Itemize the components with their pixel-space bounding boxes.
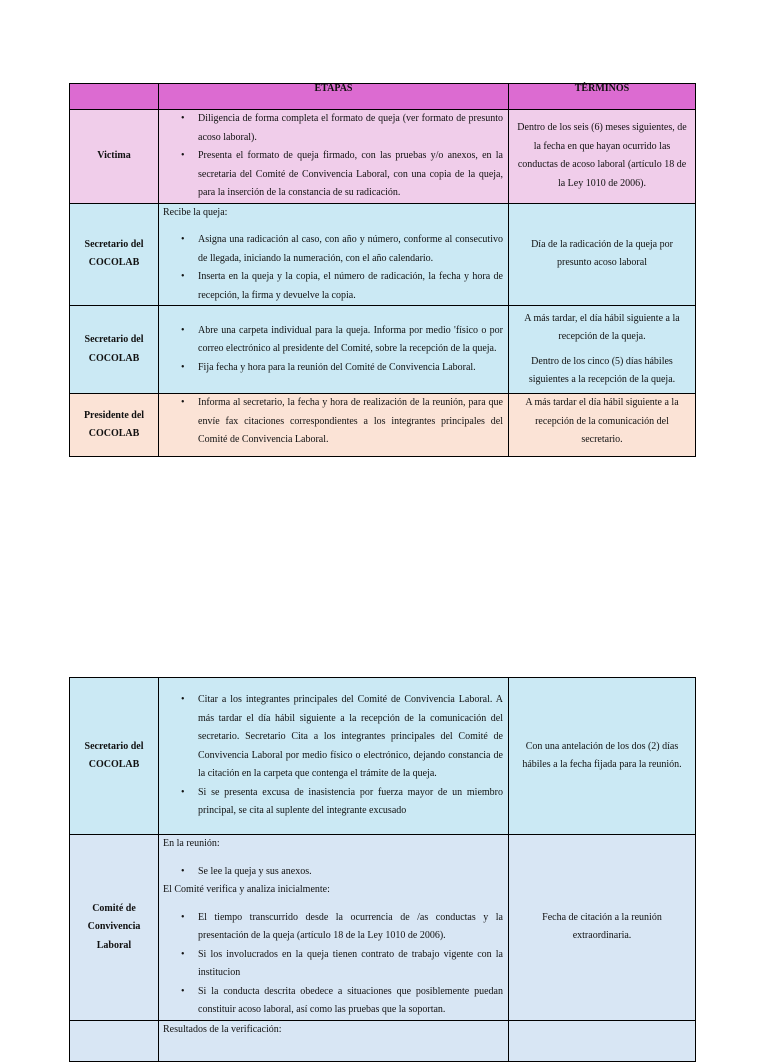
list-item: • Si se presenta excusa de inasistencia por fuerza mayor de un miembro principal, se cita al suplente del integrante excusado bbox=[198, 784, 503, 821]
header-etapas: ETAPAS bbox=[159, 84, 509, 110]
list-item: • Fija fecha y hora para la reunión del Comité de Convivencia Laboral. bbox=[198, 359, 503, 378]
term-text: A más tardar el día hábil siguiente a la recepción de la comunicación del secretario. bbox=[525, 397, 679, 445]
term-text: Dentro de los seis (6) meses siguientes, de la fecha en que hayan ocurrido las conductas de acoso laboral (artículo 18 de la Ley 1010 de 2006). bbox=[517, 122, 687, 189]
header-terminos: TÈRMINOS bbox=[509, 84, 696, 110]
term-cell bbox=[509, 1020, 696, 1061]
stage-intro: Resultados de la verificación: bbox=[163, 1023, 282, 1035]
table-row bbox=[70, 203, 696, 306]
list-item: • Diligencia de forma completa el formato de queja (ver formato de presunto acoso laboral). bbox=[198, 110, 503, 147]
role-cell: Secretario del COCOLAB bbox=[70, 203, 159, 306]
stage-list bbox=[163, 110, 503, 203]
stage-list bbox=[163, 322, 503, 378]
stage-cell bbox=[159, 678, 509, 835]
term-cell bbox=[509, 110, 696, 204]
list-item: • Abre una carpeta individual para la queja. Informa por medio 'físico o por correo electrónico al presidente del Comité, sobre la recepción de la queja. bbox=[198, 322, 503, 359]
list-item: • El tiempo transcurrido desde la ocurrencia de /as conductas y la presentación de la queja (artículo 18 de la Ley 1010 de 2006). bbox=[198, 909, 503, 946]
term-cell: Fecha de citación a la reunión extraordinaria. bbox=[509, 835, 696, 1021]
stage-cell bbox=[159, 306, 509, 394]
stage-intro: El Comité verifica y analiza inicialmente: bbox=[163, 884, 330, 895]
stage-list bbox=[163, 863, 503, 882]
list-item: • Presenta el formato de queja firmado, con las pruebas y/o anexos, en la secretaria del Comité de Convivencia Laboral, con una copia de la queja, para la inserción de la constancia de su radicación. bbox=[198, 147, 503, 203]
stage-cell bbox=[159, 203, 509, 306]
term-text: Dentro de los cinco (5) días hábiles siguientes a la recepción de la queja. bbox=[528, 355, 676, 385]
stage-intro: Recibe la queja: bbox=[163, 206, 228, 218]
header-cell-empty bbox=[70, 84, 159, 110]
table-row bbox=[70, 394, 696, 457]
stage-list bbox=[163, 231, 503, 305]
role-cell bbox=[70, 1020, 159, 1061]
role-cell: Secretario del COCOLAB bbox=[70, 678, 159, 835]
table-row bbox=[70, 110, 696, 204]
role-cell: Comité de Convivencia Laboral bbox=[70, 835, 159, 1021]
stage-cell bbox=[159, 1020, 509, 1061]
stage-list bbox=[163, 909, 503, 1020]
table-row bbox=[70, 835, 696, 1021]
term-text: Día de la radicación de la queja por presunto acoso laboral bbox=[531, 238, 673, 269]
table-row bbox=[70, 306, 696, 394]
procedure-table-1 bbox=[69, 83, 696, 457]
stage-cell bbox=[159, 835, 509, 1021]
term-cell bbox=[509, 394, 696, 457]
procedure-table-2 bbox=[69, 677, 696, 1062]
stage-list bbox=[163, 394, 503, 450]
stage-cell bbox=[159, 394, 509, 457]
stage-cell bbox=[159, 110, 509, 204]
term-cell bbox=[509, 203, 696, 306]
table-row bbox=[70, 1020, 696, 1061]
role-cell: Victima bbox=[70, 110, 159, 204]
list-item: • Si los involucrados en la queja tienen contrato de trabajo vigente con la institucion bbox=[198, 946, 503, 983]
stage-intro: En la reunión: bbox=[163, 838, 220, 849]
term-cell: Con una antelación de los dos (2) días hábiles a la fecha fijada para la reunión. bbox=[509, 678, 696, 835]
list-item: • Asigna una radicación al caso, con año y número, conforme al consecutivo de llegada, iniciando la numeración, con el año calendario. bbox=[198, 231, 503, 268]
table-row bbox=[70, 678, 696, 835]
table-header-row bbox=[70, 84, 696, 110]
list-item: • Si la conducta descrita obedece a situaciones que posiblemente puedan constituir acoso laboral, así como las pruebas que la soportan. bbox=[198, 983, 503, 1020]
role-cell: Presidente del COCOLAB bbox=[70, 394, 159, 457]
term-cell bbox=[509, 306, 696, 394]
stage-list bbox=[163, 691, 503, 821]
list-item: • Se lee la queja y sus anexos. bbox=[198, 863, 503, 882]
list-item: • Informa al secretario, la fecha y hora de realización de la reunión, para que envíe fax citaciones correspondientes a los integrantes principales del Comité de Convivencia Laboral. bbox=[198, 394, 503, 450]
role-cell: Secretario del COCOLAB bbox=[70, 306, 159, 394]
list-item: • Inserta en la queja y la copia, el número de radicación, la fecha y hora de recepción, la firma y devuelve la copia. bbox=[198, 268, 503, 305]
term-text: A más tardar, el día hábil siguiente a la recepción de la queja. bbox=[524, 312, 680, 342]
list-item: • Citar a los integrantes principales del Comité de Convivencia Laboral. A más tardar el día hábil siguiente a la recepción de la comunicación del secretario. Secretario Cita a los integrantes principales del Comité de Convivencia Laboral por medio físico o electrónico, dejando constancia de la citación en la carpeta que contenga el trámite de la queja. bbox=[198, 691, 503, 784]
